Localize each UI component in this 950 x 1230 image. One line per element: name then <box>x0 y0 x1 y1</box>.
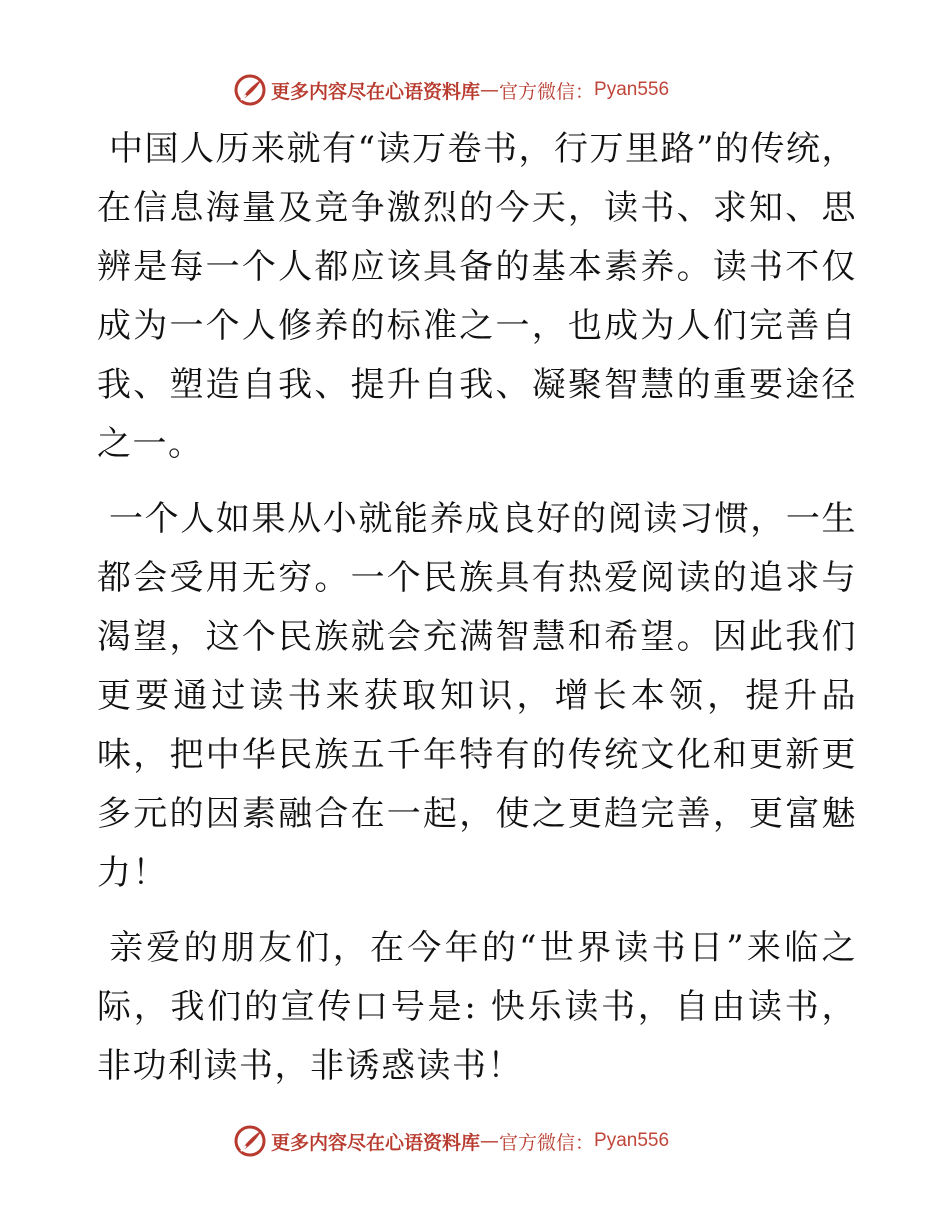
document-body <box>97 120 857 1112</box>
header-watermark <box>233 70 669 110</box>
paragraph: 亲爱的朋友们，在今年的“世界读书日”来临之际，我们的宣传口号是: 快乐读书，自由读书，非功利读书，非诱惑读书！ <box>97 928 857 1086</box>
watermark-dash: — <box>480 79 500 101</box>
paragraph: 中国人历来就有“读万卷书，行万里路”的传统，在信息海量及竞争激烈的今天，读书、求知、思辨是每一个人都应该具备的基本素养。读书不仅成为一个人修养的标准之一，也成为人们完善自我、塑造自我、提升自我、凝聚智慧的重要途径之一。 <box>97 129 857 464</box>
quill-logo-icon <box>233 1124 267 1158</box>
footer-watermark <box>233 1121 669 1161</box>
watermark-wechat-label: 官方微信： <box>499 80 595 103</box>
quill-logo-icon <box>233 73 267 107</box>
watermark-wechat-id: Pyan556 <box>594 1130 670 1151</box>
watermark-brand: 更多内容尽在心语资料库 <box>271 1131 481 1154</box>
watermark-dash: — <box>480 1130 500 1152</box>
paragraph: 一个人如果从小就能养成良好的阅读习惯，一生都会受用无穷。一个民族具有热爱阅读的追求与渴望，这个民族就会充满智慧和希望。因此我们更要通过读书来获取知识，增长本领，提升品味，把中华民族五千年特有的传统文化和更新更多元的因素融合在一起，使之更趋完善，更富魅力！ <box>97 499 857 893</box>
watermark-wechat-id: Pyan556 <box>594 79 670 100</box>
watermark-brand: 更多内容尽在心语资料库 <box>271 80 481 103</box>
watermark-wechat-label: 官方微信： <box>499 1131 595 1154</box>
